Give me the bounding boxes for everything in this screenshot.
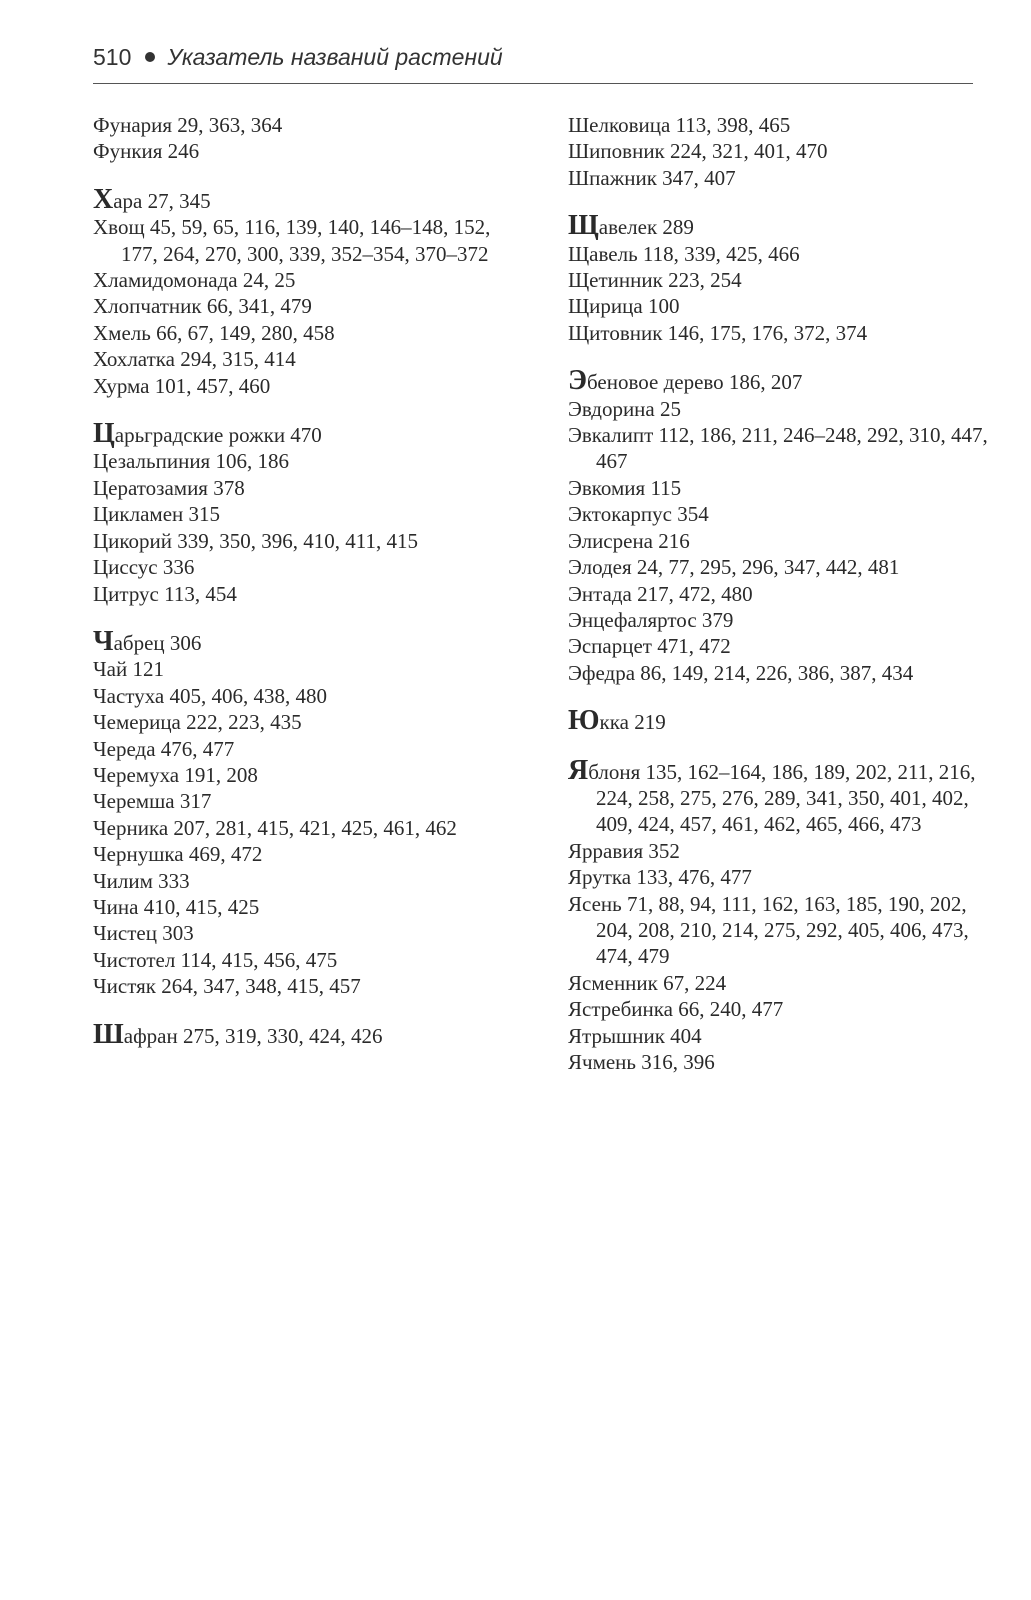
index-entry: Черника 207, 281, 415, 421, 425, 461, 462	[93, 815, 457, 840]
index-letter-group	[568, 754, 988, 1076]
index-entry: Шелковица 113, 398, 465	[568, 113, 791, 137]
index-letter-group	[93, 1018, 513, 1050]
index-entry: Эбеновое дерево 186, 207	[568, 365, 803, 397]
index-entry: Щавелек 289	[568, 210, 694, 242]
index-entry: Ярутка 133, 476, 477	[568, 865, 752, 890]
bullet-icon	[145, 52, 155, 62]
page-number: 510	[93, 44, 132, 70]
index-letter-group	[93, 183, 513, 399]
index-entry: Чистяк 264, 347, 348, 415, 457	[93, 974, 361, 999]
index-entry: Шафран 275, 319, 330, 424, 426	[93, 1018, 383, 1050]
index-entry: Чабрец 306	[93, 625, 202, 657]
index-entry: Фунария 29, 363, 364	[93, 113, 283, 137]
index-letter-group	[93, 625, 513, 1000]
index-entry: Щавель 118, 339, 425, 466	[568, 241, 800, 266]
index-entry: Цикорий 339, 350, 396, 410, 411, 415	[93, 528, 418, 553]
index-entry: Эвкомия 115	[568, 475, 682, 500]
index-entry: Чистотел 114, 415, 456, 475	[93, 947, 338, 972]
index-entry: Элодея 24, 77, 295, 296, 347, 442, 481	[568, 555, 900, 580]
left-column	[93, 112, 513, 1071]
header-rule	[93, 83, 973, 84]
index-entry: Эктокарпус 354	[568, 502, 709, 527]
index-entry: Эвкалипт 112, 186, 211, 246–248, 292, 310, 447, 467	[568, 423, 988, 474]
index-entry: Щетинник 223, 254	[568, 268, 742, 293]
index-entry: Ясменник 67, 224	[568, 970, 727, 995]
index-entry: Чемерица 222, 223, 435	[93, 710, 302, 735]
index-entry: Цезальпиния 106, 186	[93, 449, 289, 474]
index-entry: Чистец 303	[93, 921, 194, 946]
index-entry: Черемша 317	[93, 789, 212, 814]
index-entry: Ясень 71, 88, 94, 111, 162, 163, 185, 190, 202, 204, 208, 210, 214, 275, 292, 405, 406, 473, 474, 479	[568, 891, 969, 969]
index-entry: Хламидомонада 24, 25	[93, 268, 296, 293]
index-entry: Эспарцет 471, 472	[568, 634, 731, 659]
index-entry: Царьградские рожки 470	[93, 418, 322, 450]
index-entry: Элисрена 216	[568, 528, 690, 553]
index-entry: Щирица 100	[568, 294, 680, 319]
index-entry: Ярравия 352	[568, 838, 680, 863]
index-entry: Шпажник 347, 407	[568, 165, 736, 190]
index-letter-group	[568, 365, 988, 686]
right-column	[568, 112, 988, 1097]
index-letter-group	[568, 705, 988, 737]
index-entry: Щитовник 146, 175, 176, 372, 374	[568, 320, 868, 345]
index-entry: Частуха 405, 406, 438, 480	[93, 683, 327, 708]
running-title: Указатель названий растений	[167, 44, 503, 70]
index-entry: Эвдорина 25	[568, 396, 681, 421]
index-entry: Цератозамия 378	[93, 475, 245, 500]
index-letter-group	[93, 418, 513, 607]
index-entry: Чилим 333	[93, 868, 190, 893]
index-entry: Чернушка 469, 472	[93, 842, 263, 867]
index-entry: Цитрус 113, 454	[93, 581, 237, 606]
index-entry: Ястребинка 66, 240, 477	[568, 997, 784, 1022]
index-entry: Ячмень 316, 396	[568, 1050, 715, 1074]
index-entry: Энтада 217, 472, 480	[568, 581, 753, 606]
index-entry: Чина 410, 415, 425	[93, 894, 260, 919]
index-entry: Функия 246	[93, 139, 200, 164]
running-header	[93, 44, 973, 71]
index-entry: Хмель 66, 67, 149, 280, 458	[93, 320, 335, 345]
index-entry: Эфедра 86, 149, 214, 226, 386, 387, 434	[568, 660, 914, 685]
index-entry: Циссус 336	[93, 555, 195, 580]
index-letter-group	[568, 112, 988, 191]
index-entry: Юкка 219	[568, 705, 666, 737]
index-entry: Энцефаляртос 379	[568, 607, 734, 632]
index-entry: Череда 476, 477	[93, 736, 235, 761]
index-entry: Хурма 101, 457, 460	[93, 373, 271, 398]
index-entry: Ятрышник 404	[568, 1023, 702, 1048]
index-entry: Хара 27, 345	[93, 183, 211, 215]
index-entry: Хлопчатник 66, 341, 479	[93, 294, 312, 319]
index-entry: Черемуха 191, 208	[93, 762, 258, 787]
index-entry: Хохлатка 294, 315, 414	[93, 347, 296, 372]
index-entry: Цикламен 315	[93, 502, 221, 527]
index-entry: Хвощ 45, 59, 65, 116, 139, 140, 146–148, 152, 177, 264, 270, 300, 339, 352–354, 370–372	[93, 215, 491, 266]
index-entry: Шиповник 224, 321, 401, 470	[568, 139, 828, 164]
index-letter-group	[93, 112, 513, 165]
index-letter-group	[568, 210, 988, 346]
index-entry: Яблоня 135, 162–164, 186, 189, 202, 211, 216, 224, 258, 275, 276, 289, 341, 350, 401, 402, 409, 424, 457, 461, 462, 465, 466, 473	[568, 754, 976, 837]
index-entry: Чай 121	[93, 657, 164, 682]
